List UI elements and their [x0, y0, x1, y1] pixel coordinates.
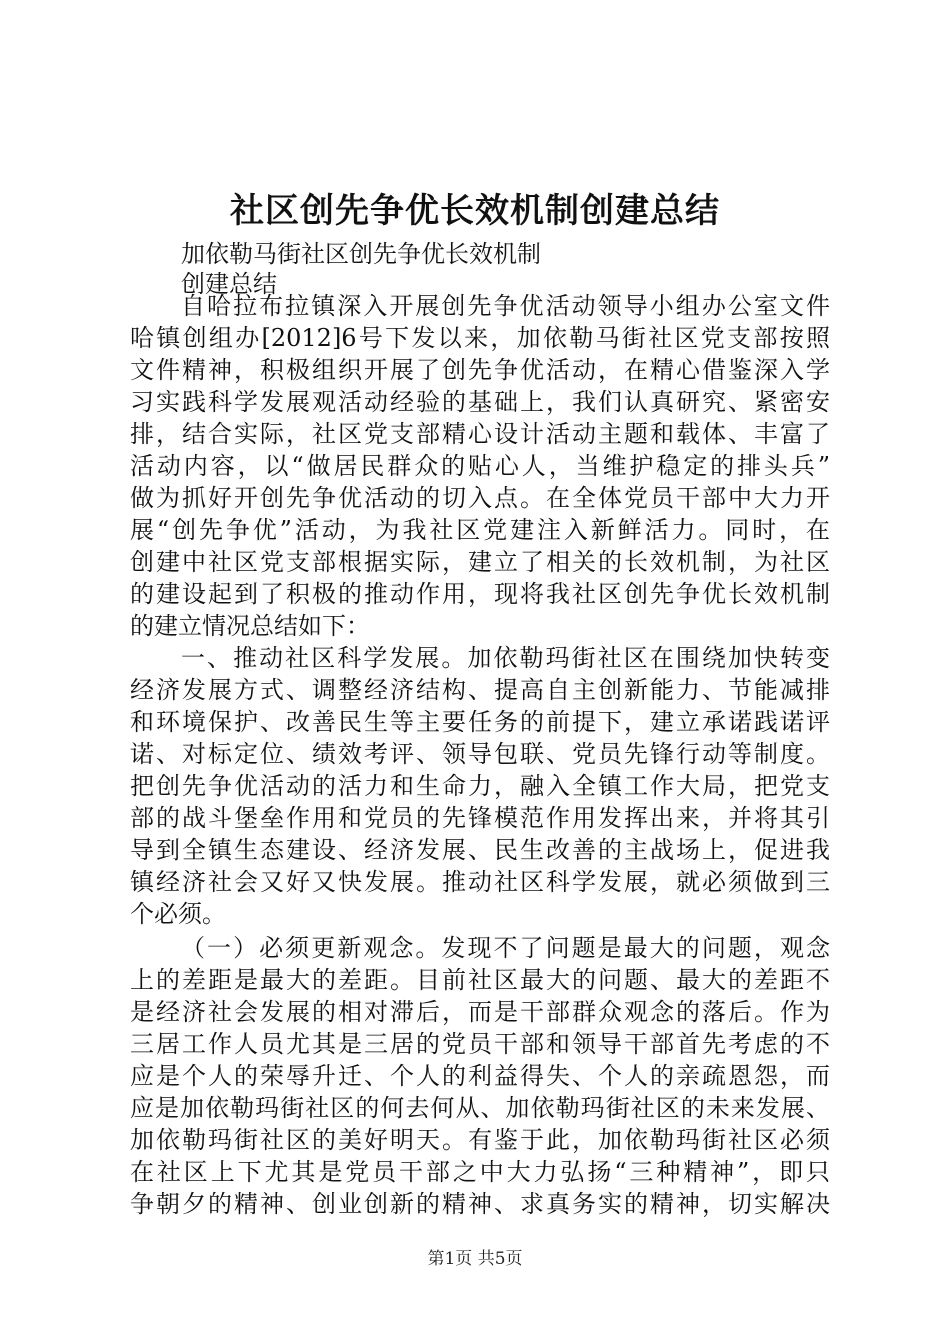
- body-line: 部的战斗堡垒作用和党员的先锋模范作用发挥出来，并将其引: [130, 804, 830, 832]
- body-line: 展“创先争优”活动，为我社区党建注入新鲜活力。同时，在: [130, 516, 830, 544]
- body-line: 导到全镇生态建设、经济发展、民生改善的主战场上，促进我: [130, 836, 830, 864]
- page-number-footer: 第1页 共5页: [427, 1249, 523, 1269]
- body-line: （一）必须更新观念。发现不了问题是最大的问题，观念: [181, 934, 830, 962]
- body-line: 的建立情况总结如下：: [130, 612, 370, 640]
- body-line: 的建设起到了积极的推动作用，现将我社区创先争优长效机制: [130, 580, 830, 608]
- subtitle-line-2: 创建总结: [181, 270, 277, 298]
- subtitle-line-1: 加依勒马街社区创先争优长效机制: [181, 240, 541, 268]
- body-line: 把创先争优活动的活力和生命力，融入全镇工作大局，把党支: [130, 772, 830, 800]
- body-line: 自哈拉布拉镇深入开展创先争优活动领导小组办公室文件: [181, 292, 830, 320]
- body-line: 和环境保护、改善民生等主要任务的前提下，建立承诺践诺评: [130, 708, 830, 736]
- body-line: 争朝夕的精神、创业创新的精神、求真务实的精神，切实解决: [130, 1190, 830, 1218]
- body-line: 诺、对标定位、绩效考评、领导包联、党员先锋行动等制度。: [130, 740, 830, 768]
- body-line: 应是个人的荣辱升迁、个人的利益得失、个人的亲疏恩怨，而: [130, 1062, 830, 1090]
- body-line: 经济发展方式、调整经济结构、提高自主创新能力、节能减排: [130, 676, 830, 704]
- body-line: 应是加依勒玛街社区的何去何从、加依勒玛街社区的未来发展、: [130, 1094, 830, 1122]
- body-line: 排，结合实际，社区党支部精心设计活动主题和载体、丰富了: [130, 420, 830, 448]
- body-line: 三居工作人员尤其是三居的党员干部和领导干部首先考虑的不: [130, 1030, 830, 1058]
- body-line: 做为抓好开创先争优活动的切入点。在全体党员干部中大力开: [130, 484, 830, 512]
- body-line: 文件精神，积极组织开展了创先争优活动，在精心借鉴深入学: [130, 356, 830, 384]
- body-line: 哈镇创组办[2012]6号下发以来，加依勒马街社区党支部按照: [130, 324, 830, 352]
- body-line: 习实践科学发展观活动经验的基础上，我们认真研究、紧密安: [130, 388, 830, 416]
- body-line: 加依勒玛街社区的美好明天。有鉴于此，加依勒玛街社区必须: [130, 1126, 830, 1154]
- body-line: 个必须。: [130, 900, 226, 928]
- body-line: 活动内容，以“做居民群众的贴心人，当维护稳定的排头兵”: [130, 452, 830, 480]
- body-line: 创建中社区党支部根据实际，建立了相关的长效机制，为社区: [130, 548, 830, 576]
- body-line: 上的差距是最大的差距。目前社区最大的问题、最大的差距不: [130, 966, 830, 994]
- document-title: 社区创先争优长效机制创建总结: [230, 191, 720, 231]
- body-line: 镇经济社会又好又快发展。推动社区科学发展，就必须做到三: [130, 868, 830, 896]
- body-line: 在社区上下尤其是党员干部之中大力弘扬“三种精神”，即只: [130, 1158, 830, 1186]
- body-line: 一、推动社区科学发展。加依勒玛街社区在围绕加快转变: [181, 644, 830, 672]
- body-line: 是经济社会发展的相对滞后，而是干部群众观念的落后。作为: [130, 998, 830, 1026]
